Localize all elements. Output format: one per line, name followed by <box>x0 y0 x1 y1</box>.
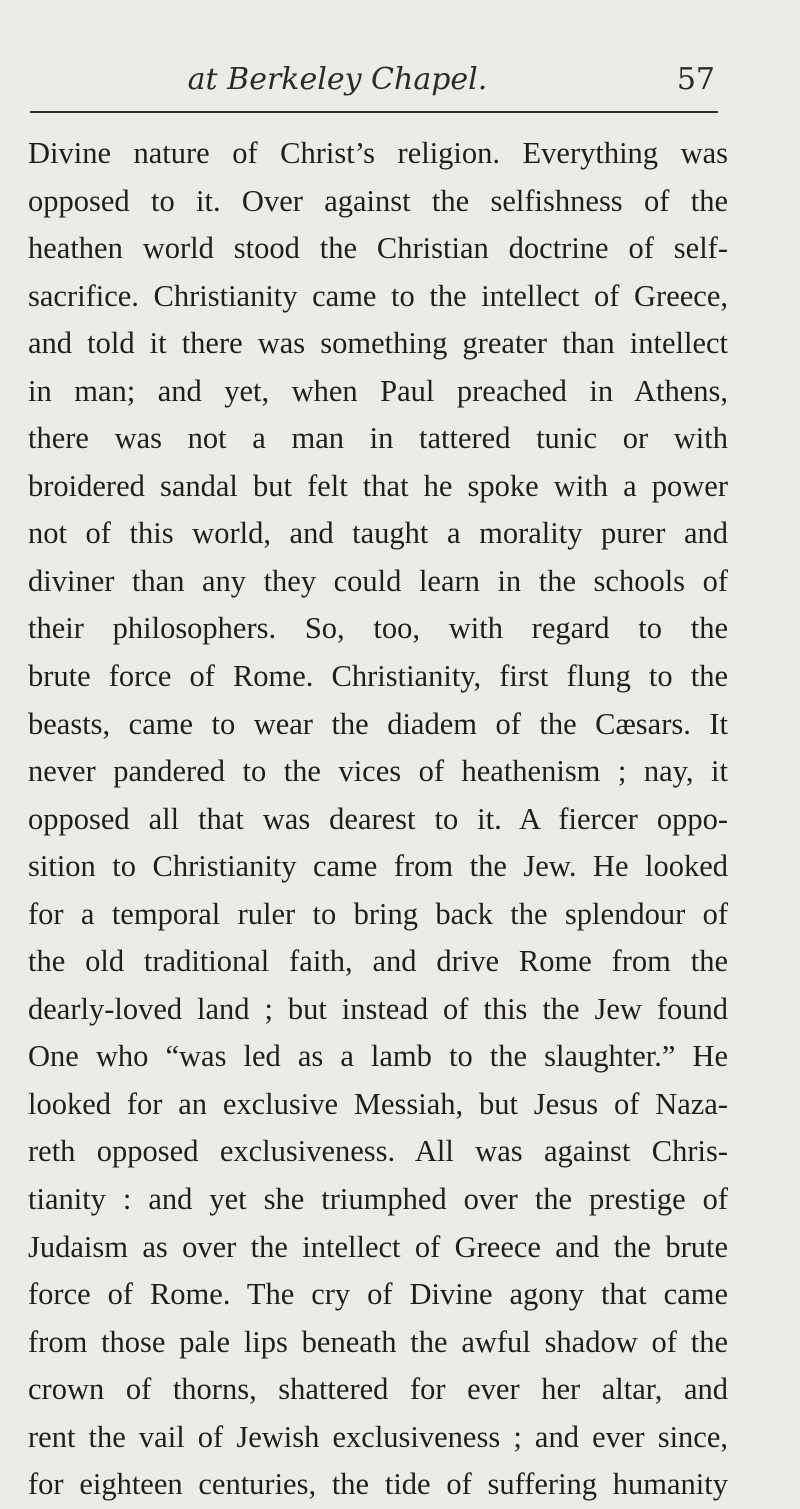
text-line: not of this world, and taught a morality purer and <box>28 516 728 551</box>
text-line: and told it there was something greater than intellect <box>28 326 728 361</box>
text-line: rent the vail of Jewish exclusiveness ; and ever since, <box>28 1419 728 1454</box>
text-line: for eighteen centuries, the tide of suffering humanity <box>28 1467 728 1502</box>
text-line: opposed to it. Over against the selfishness of the <box>28 183 728 218</box>
text-line: looked for an exclusive Messiah, but Jesus of Naza- <box>28 1086 728 1121</box>
page-number: 57 <box>676 62 715 97</box>
body-text <box>28 130 728 1509</box>
text-line: sacrifice. Christianity came to the intellect of Greece, <box>28 278 728 313</box>
text-line: diviner than any they could learn in the schools of <box>28 563 728 598</box>
text-line: Judaism as over the intellect of Greece and the brute <box>28 1229 728 1264</box>
text-line: tianity : and yet she triumphed over the prestige of <box>28 1182 728 1217</box>
running-head <box>30 60 715 110</box>
text-line: brute force of Rome. Christianity, first flung to the <box>28 659 728 694</box>
text-line: reth opposed exclusiveness. All was against Chris- <box>28 1134 728 1169</box>
text-line: opposed all that was dearest to it. A fiercer oppo- <box>28 801 728 836</box>
header-rule <box>30 111 718 113</box>
text-line: Divine nature of Christ’s religion. Everything was <box>28 136 728 170</box>
text-line: heathen world stood the Christian doctrine of self- <box>28 231 728 266</box>
text-line: never pandered to the vices of heathenism ; nay, it <box>28 754 728 789</box>
running-title: at Berkeley Chapel. <box>187 62 488 97</box>
text-line: from those pale lips beneath the awful shadow of the <box>28 1324 728 1359</box>
text-line: crown of thorns, shattered for ever her altar, and <box>28 1372 728 1407</box>
text-line: their philosophers. So, too, with regard to the <box>28 611 728 646</box>
text-line: sition to Christianity came from the Jew. He looked <box>28 849 728 884</box>
text-line: force of Rome. The cry of Divine agony that came <box>28 1277 728 1312</box>
text-line: dearly-loved land ; but instead of this the Jew found <box>28 991 728 1026</box>
text-line: broidered sandal but felt that he spoke with a power <box>28 468 728 503</box>
text-line: there was not a man in tattered tunic or with <box>28 421 728 456</box>
text-line: One who “was led as a lamb to the slaughter.” He <box>28 1039 728 1074</box>
text-line: beasts, came to wear the diadem of the Cæsars. It <box>28 706 728 741</box>
text-line: in man; and yet, when Paul preached in Athens, <box>28 373 728 408</box>
text-line: for a temporal ruler to bring back the splendour of <box>28 896 728 931</box>
text-line: the old traditional faith, and drive Rome from the <box>28 944 728 979</box>
